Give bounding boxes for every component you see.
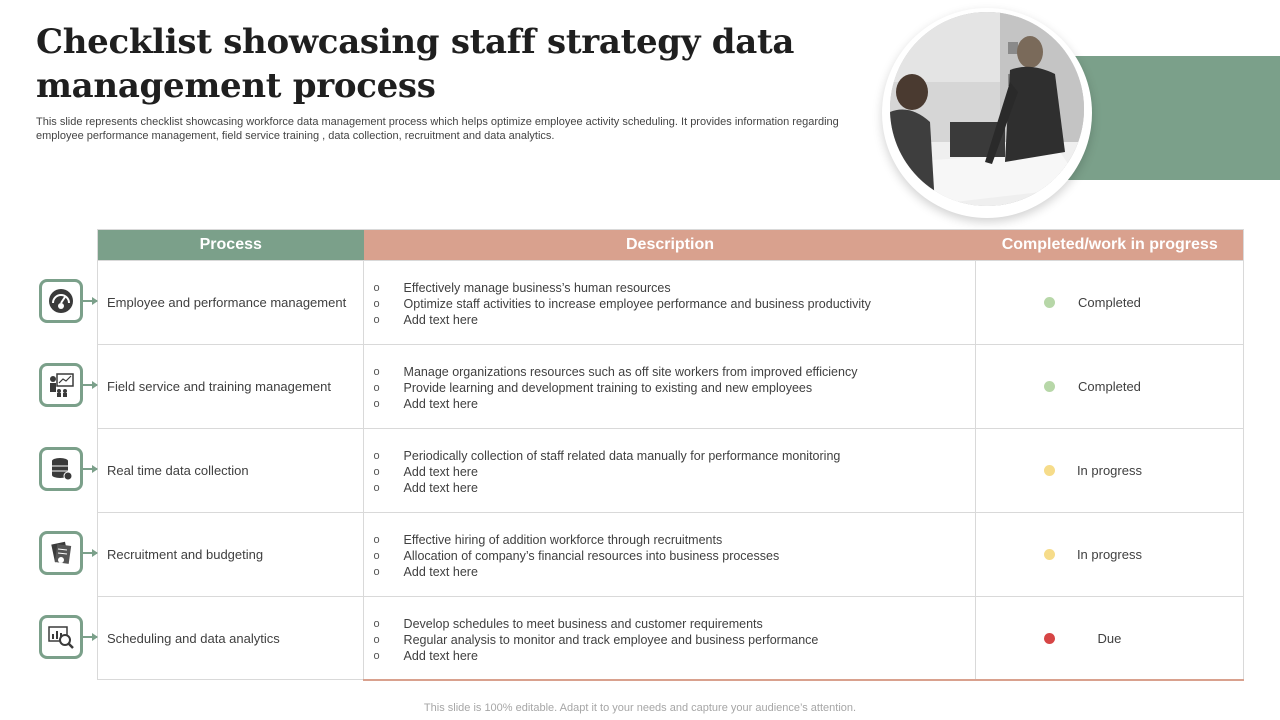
bullet-item: [374, 448, 976, 464]
bullet-marker: o: [373, 382, 380, 394]
description-cell: [364, 597, 977, 680]
bullet-text: Effectively manage business’s human resources: [403, 281, 671, 295]
row-connector-arrow: [83, 552, 97, 554]
row-connector-arrow: [83, 384, 97, 386]
status-label: Completed: [1078, 295, 1141, 310]
process-cell: Real time data collection: [98, 429, 364, 512]
bullet-marker: o: [373, 466, 380, 478]
process-cell: Recruitment and budgeting: [98, 513, 364, 596]
bullet-marker: o: [373, 314, 380, 326]
table-row: [98, 596, 1243, 680]
bullet-text: Add text here: [403, 565, 478, 579]
status-label: In progress: [1076, 463, 1142, 478]
slide-subtitle: This slide represents checklist showcasing workforce data management process which helps optimize employee activity scheduling. It provides information regarding employee performance management, field service training , data collection, recruitment and data analytics.: [36, 116, 839, 142]
bullet-item: [374, 532, 976, 548]
training-presentation-icon: [39, 363, 83, 407]
row-connector-arrow: [83, 468, 97, 470]
bullet-item: [374, 364, 976, 380]
dashboard-gauge-icon: [39, 279, 83, 323]
bullet-text: Add text here: [403, 481, 478, 495]
bullet-item: [374, 648, 976, 664]
table-bottom-border: [97, 679, 363, 680]
slide-footer-note: This slide is 100% editable. Adapt it to your needs and capture your audience’s attention.: [423, 702, 857, 714]
bullet-marker: o: [373, 650, 380, 662]
bullet-text: Add text here: [403, 397, 478, 411]
description-cell: [364, 513, 977, 596]
process-cell: Field service and training management: [98, 345, 364, 428]
bullet-item: [374, 464, 976, 480]
table-bottom-accent-line: [363, 679, 1244, 681]
bullet-marker: o: [373, 282, 380, 294]
process-cell: Scheduling and data analytics: [98, 597, 364, 680]
bullet-text: Regular analysis to monitor and track employee and business performance: [403, 633, 819, 647]
slide-title: Checklist showcasing staff strategy data management process: [36, 22, 795, 106]
status-label: Due: [1097, 631, 1122, 646]
bullet-item: [374, 296, 976, 312]
bullet-text: Add text here: [403, 313, 478, 327]
header-description: Description: [364, 230, 977, 260]
bullet-marker: o: [373, 450, 380, 462]
bullet-text: Add text here: [403, 649, 478, 663]
analytics-magnifier-icon: [39, 615, 83, 659]
bullet-marker: o: [373, 634, 380, 646]
bullet-text: Effective hiring of addition workforce through recruitments: [403, 533, 723, 547]
database-icon: [39, 447, 83, 491]
bullet-item: [374, 312, 976, 328]
bullet-item: [374, 380, 976, 396]
row-connector-arrow: [83, 636, 97, 638]
bullet-item: [374, 632, 976, 648]
table-header-row: [98, 230, 1243, 260]
description-cell: [364, 261, 977, 344]
bullet-text: Manage organizations resources such as off site workers from improved efficiency: [403, 365, 858, 379]
row-connector-arrow: [83, 300, 97, 302]
description-cell: [364, 345, 977, 428]
bullet-marker: o: [373, 298, 380, 310]
bullet-item: [374, 564, 976, 580]
header-process: Process: [98, 230, 364, 260]
header-status: Completed/work in progress: [976, 230, 1243, 260]
bullet-item: [374, 548, 976, 564]
description-cell: [364, 429, 977, 512]
bullet-marker: o: [373, 550, 380, 562]
bullet-marker: o: [373, 366, 380, 378]
bullet-item: [374, 616, 976, 632]
recruitment-document-icon: [39, 531, 83, 575]
table-row: [98, 260, 1243, 344]
bullet-text: Add text here: [403, 465, 478, 479]
status-cell: [976, 597, 1243, 680]
bullet-marker: o: [373, 566, 380, 578]
status-cell: [976, 513, 1243, 596]
table-row: [98, 428, 1243, 512]
status-label: In progress: [1076, 547, 1142, 562]
office-meeting-photo: [890, 12, 1084, 206]
bullet-marker: o: [373, 534, 380, 546]
checklist-table: [97, 229, 1244, 680]
bullet-text: Optimize staff activities to increase employee performance and business productivity: [403, 297, 871, 311]
process-cell: Employee and performance management: [98, 261, 364, 344]
bullet-text: Allocation of company’s financial resources into business processes: [403, 549, 780, 563]
bullet-marker: o: [373, 618, 380, 630]
bullet-text: Develop schedules to meet business and customer requirements: [403, 617, 763, 631]
bullet-item: [374, 480, 976, 496]
bullet-item: [374, 280, 976, 296]
table-row: [98, 344, 1243, 428]
status-cell: [976, 261, 1243, 344]
bullet-marker: o: [373, 482, 380, 494]
status-cell: [976, 345, 1243, 428]
bullet-marker: o: [373, 398, 380, 410]
bullet-text: Periodically collection of staff related data manually for performance monitoring: [403, 449, 841, 463]
table-row: [98, 512, 1243, 596]
status-cell: [976, 429, 1243, 512]
status-label: Completed: [1078, 379, 1141, 394]
bullet-text: Provide learning and development training to existing and new employees: [403, 381, 813, 395]
bullet-item: [374, 396, 976, 412]
